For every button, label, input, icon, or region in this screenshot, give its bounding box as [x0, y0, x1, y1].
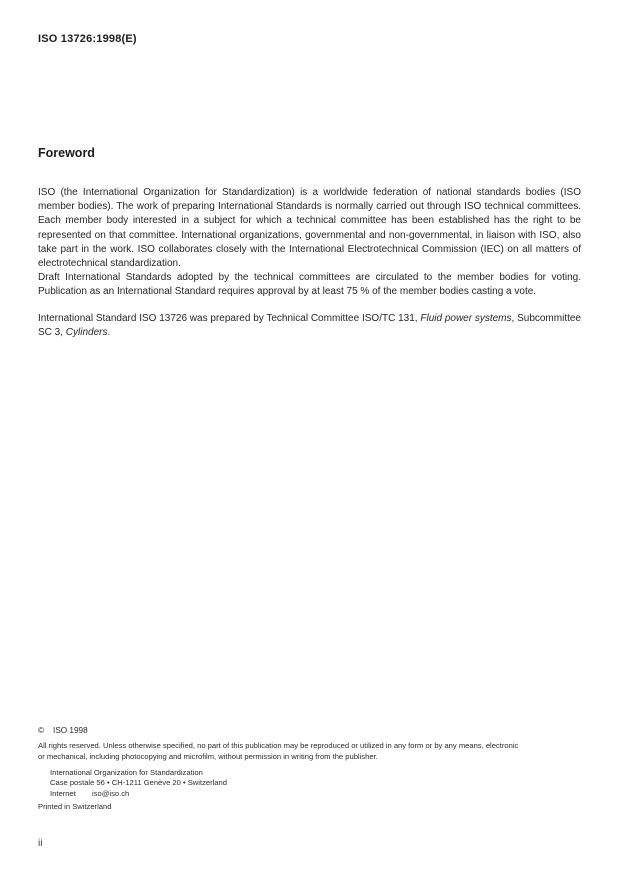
page-number: ii [38, 838, 43, 849]
copyright-footer [38, 726, 581, 813]
publisher-postal-address: Case postale 56 • CH-1211 Genève 20 • Switzerland [50, 778, 227, 788]
para3-text-3: . [107, 327, 111, 339]
para3-italic-fluid-power-systems: Fluid power systems [420, 313, 512, 324]
para3-text-1: International Standard ISO 13726 was prepared by Technical Committee ISO/TC 131, [38, 313, 421, 324]
standard-reference-header: ISO 13726:1998(E) [38, 33, 137, 45]
foreword-heading: Foreword [38, 146, 95, 160]
printed-in-line: Printed in Switzerland [38, 801, 112, 811]
para3-italic-cylinders: Cylinders [65, 327, 108, 339]
publisher-name: International Organization for Standardization [50, 767, 203, 777]
publisher-address-block [50, 768, 581, 800]
publisher-internet-line [50, 789, 581, 800]
foreword-paragraph-draft-standards: Draft International Standards adopted by the technical committees are circulated to the member bodies for voting. Publication as an International Standard requires approval by at least 75 % of the member bodies casting a vote. [38, 272, 581, 298]
internet-label: Internet [50, 789, 76, 799]
copyright-text: ISO 1998 [53, 726, 88, 735]
internet-email: iso@iso.ch [92, 789, 130, 799]
foreword-paragraph-iso-federation: ISO (the International Organization for Standardization) is a worldwide federation of national standards bodies (ISO member bodies). The work of preparing International Standards is normally carried out through ISO technical committees. Each member body interested in a subject for which a technical committee has been established has the right to be represented on that committee. International organizations, governmental and non-governmental, in liaison with ISO, also take part in the work. ISO collaborates closely with the International Electrotechnical Commission (IEC) on all matters of electrotechnical standardization. [38, 187, 581, 270]
rights-statement-line-1: All rights reserved. Unless otherwise specified, no part of this publication may be reproduced or utilized in any form or by any means, electronic [38, 741, 519, 750]
para3-text-2: , Subcommittee SC 3, [38, 313, 581, 339]
copyright-line [38, 726, 581, 735]
foreword-paragraph-committee [38, 312, 581, 340]
copyright-symbol: © [38, 726, 45, 735]
rights-statement-line-2: or mechanical, including photocopying and microfilm, without permission in writing from the publisher. [38, 751, 378, 761]
